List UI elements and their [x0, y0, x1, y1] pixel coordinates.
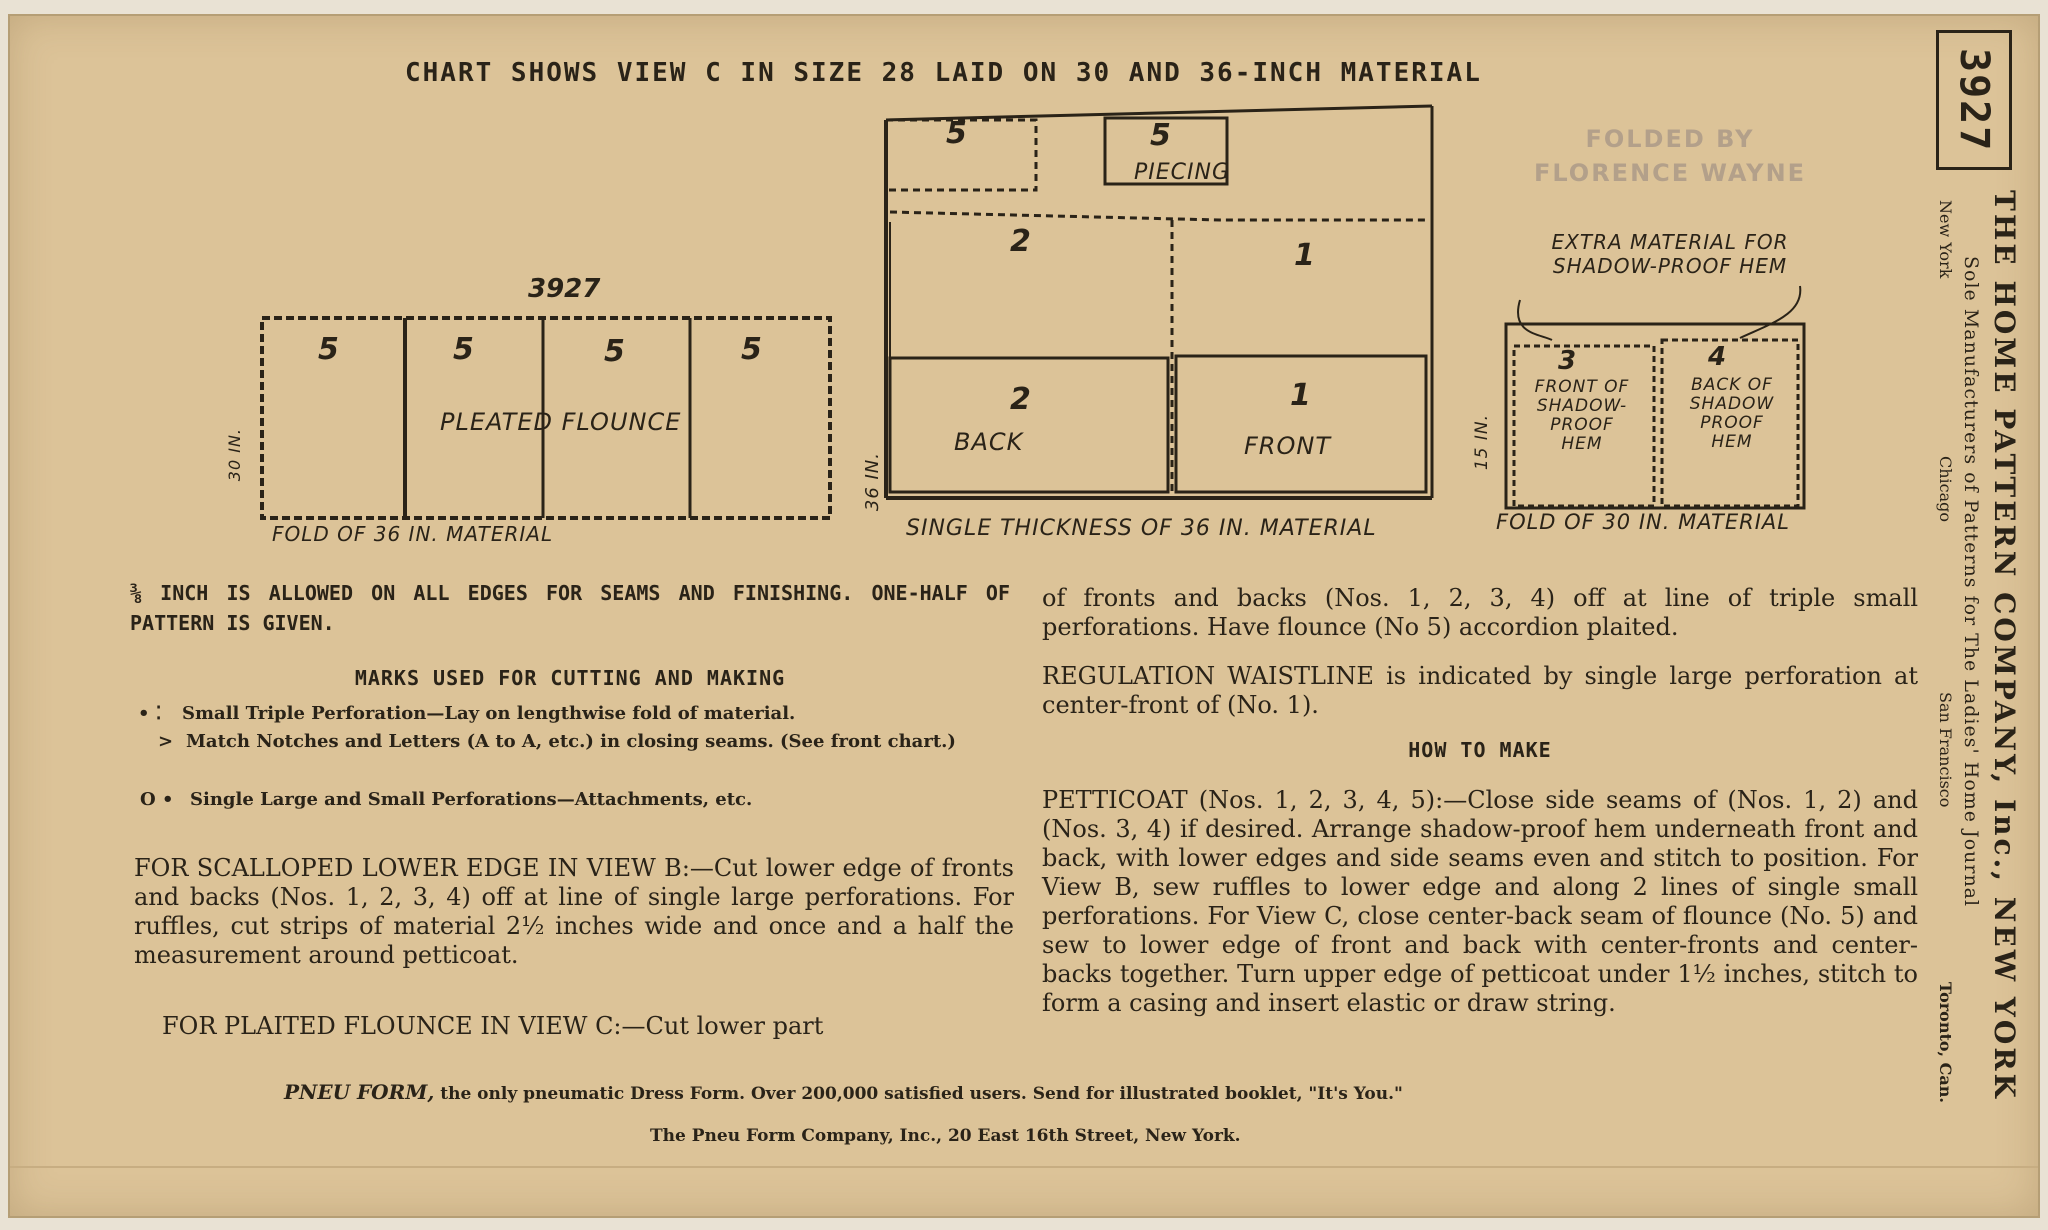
envelope-flap-edge: [10, 1166, 2038, 1168]
pattern-envelope: [8, 14, 2040, 1218]
front-hem-label-line-4: HEM: [1561, 434, 1603, 454]
mark-item-2: [158, 728, 1008, 756]
city-chicago: Chicago: [1936, 456, 1955, 523]
back-hem-label-line-3: PROOF: [1700, 413, 1764, 433]
back-hem-number: 4: [1708, 342, 1727, 372]
diagram3-bottom-label: FOLD OF 30 IN. MATERIAL: [1496, 510, 1790, 534]
pattern-number: 3927: [1951, 47, 1997, 153]
front-hem-label: [1512, 378, 1652, 454]
large-small-perforation-symbol: O •: [140, 789, 174, 810]
extra-material-callout: [1520, 230, 1820, 278]
company-name: THE HOME PATTERN COMPANY, Inc., NEW YORK: [1988, 190, 2021, 1101]
pneu-form-ad: [284, 1080, 1844, 1104]
mark-3-text: Single Large and Small Perforations—Attachments, etc.: [190, 789, 753, 810]
upper-cut-line: [890, 212, 1425, 220]
mark-2-text: Match Notches and Letters (A to A, etc.) in closing seams. (See front chart.): [186, 731, 956, 752]
pleated-flounce-label: PLEATED FLOUNCE: [440, 408, 682, 436]
front-hem-number: 3: [1558, 346, 1577, 376]
diagram2-upper-left-number: 2: [1010, 224, 1031, 259]
callout-line-1: EXTRA MATERIAL FOR: [1551, 230, 1789, 254]
mark-item-1: [138, 700, 1018, 728]
callout-arrow-right: [1740, 286, 1800, 338]
petticoat-instructions: PETTICOAT (Nos. 1, 2, 3, 4, 5):—Close side seams of (Nos. 1, 2) and (Nos. 3, 4) if desired. Arrange shadow-proof hem underneath front and back, with lower edges and side seams even and stitch to position. For View B, sew ruffles to lower edge and along 2 lines of single small perforations. For View C, close center-back seam of flounce (No. 5) and sew to lower edge of front and back with center-fronts and center-backs together. Turn upper edge of petticoat under 1½ inches, stitch to form a casing and insert elastic or draw string.: [1042, 786, 1918, 1017]
piecing-number: 5: [1150, 118, 1171, 153]
diagram2-top-left-number: 5: [946, 116, 967, 151]
plaited-flounce-instructions-start: FOR PLAITED FLOUNCE IN VIEW C:—Cut lower part: [162, 1012, 824, 1040]
flounce-piece-number-3: 5: [604, 334, 625, 369]
diagram2-bottom-label: SINGLE THICKNESS OF 36 IN. MATERIAL: [906, 516, 1377, 541]
mark-item-3: [140, 786, 1010, 814]
callout-line-2: SHADOW-PROOF HEM: [1552, 254, 1788, 278]
triple-perforation-symbol: • ⁚: [138, 703, 162, 724]
front-piece-outline: [1176, 356, 1426, 492]
back-hem-label-line-1: BACK OF: [1691, 375, 1773, 395]
flounce-piece-number-1: 5: [318, 332, 339, 367]
diagram2-upper-right-number: 1: [1294, 238, 1315, 273]
front-hem-label-line-2: SHADOW-: [1536, 396, 1628, 416]
piecing-label: PIECING: [1134, 160, 1231, 185]
company-tagline: Sole Manufacturers of Patterns for The Ladies' Home Journal: [1960, 256, 1982, 908]
mark-1-text: Small Triple Perforation—Lay on lengthwise fold of material.: [182, 703, 796, 724]
city-san-francisco: San Francisco: [1936, 692, 1955, 808]
front-number: 1: [1290, 378, 1311, 413]
flounce-piece-number-2: 5: [453, 332, 474, 367]
front-hem-label-line-3: PROOF: [1550, 415, 1614, 435]
flounce-piece-number-4: 5: [741, 332, 762, 367]
pattern-number-box: [1936, 30, 2012, 170]
waistline-note: REGULATION WAISTLINE is indicated by single large perforation at center-front of (No. 1).: [1042, 662, 1918, 719]
back-hem-label-line-4: HEM: [1711, 432, 1753, 452]
back-number: 2: [1010, 382, 1031, 417]
back-label: BACK: [954, 428, 1024, 456]
pneu-form-address: The Pneu Form Company, Inc., 20 East 16th Street, New York.: [650, 1126, 1241, 1146]
diagram2-side-label: 36 IN.: [862, 452, 883, 512]
how-to-make-heading: HOW TO MAKE: [1408, 738, 1552, 762]
back-hem-label-line-2: SHADOW: [1689, 394, 1775, 414]
diagram1-pattern-number: 3927: [528, 274, 601, 304]
diagram1-side-label: 30 IN.: [225, 428, 244, 482]
front-label: FRONT: [1244, 432, 1331, 460]
scalloped-edge-instructions: FOR SCALLOPED LOWER EDGE IN VIEW B:—Cut lower edge of fronts and backs (Nos. 1, 2, 3, 4) off at line of single large perforations. For ruffles, cut strips of material 2½ inches wide and once and a half the measurement around petticoat.: [134, 854, 1014, 969]
folded-by-stamp: [1500, 122, 1840, 190]
diagram3-side-label: 15 IN.: [1472, 414, 1492, 471]
pneu-form-brand: PNEU FORM,: [284, 1080, 435, 1104]
notch-symbol: >: [158, 731, 174, 752]
plaited-flounce-instructions-cont: of fronts and backs (Nos. 1, 2, 3, 4) off at line of triple small perforations. Have flounce (No 5) accordion plaited.: [1042, 584, 1918, 641]
chart-title: CHART SHOWS VIEW C IN SIZE 28 LAID ON 30 AND 36-INCH MATERIAL: [405, 58, 1482, 88]
back-piece-outline: [890, 358, 1168, 492]
diagram1-fold-label: FOLD OF 36 IN. MATERIAL: [272, 522, 554, 546]
stamp-line-2: FLORENCE WAYNE: [1533, 159, 1807, 187]
front-hem-label-line-1: FRONT OF: [1534, 377, 1630, 397]
back-hem-label: [1664, 376, 1800, 452]
callout-arrow-left: [1518, 300, 1552, 340]
pneu-form-ad-text: the only pneumatic Dress Form. Over 200,000 satisfied users. Send for illustrated booklet, "It's You.": [440, 1084, 1403, 1104]
city-toronto: Toronto, Can.: [1936, 982, 1955, 1103]
marks-heading: MARKS USED FOR CUTTING AND MAKING: [354, 666, 786, 690]
city-new-york: New York: [1936, 200, 1955, 279]
seam-allowance-note: ⅜ INCH IS ALLOWED ON ALL EDGES FOR SEAMS AND FINISHING. ONE-HALF OF PATTERN IS GIVEN.: [130, 581, 1010, 635]
stamp-line-1: FOLDED BY: [1585, 125, 1755, 153]
